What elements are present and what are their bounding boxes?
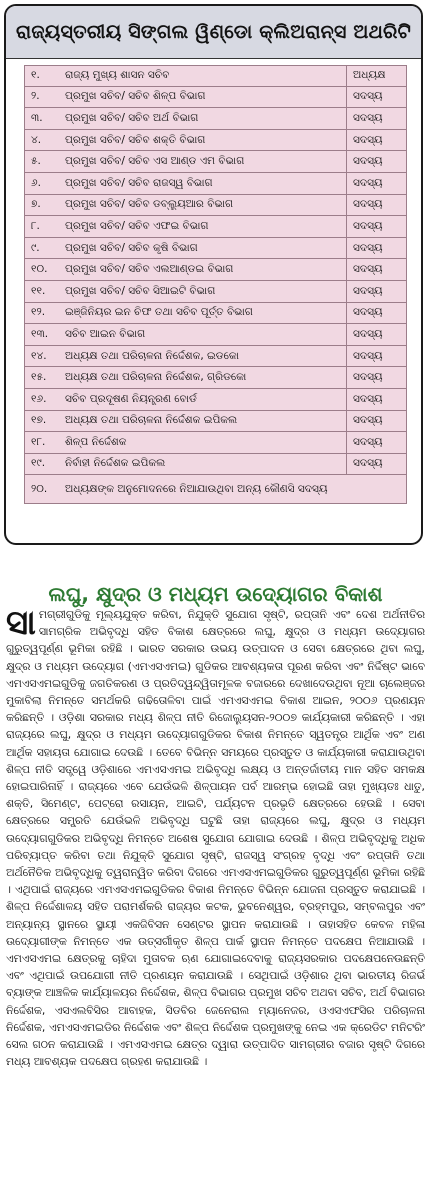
member-number: ୧୦. (31, 263, 48, 276)
member-designation: ପ୍ରମୁଖ ସଚିବ/ ସଚିବ ରାଜସ୍ୱ ବିଭାଗ (65, 176, 213, 189)
member-role: ସଦସ୍ୟ (346, 346, 406, 367)
member-designation: ପ୍ରମୁଖ ସଚିବ/ ସଚିବ ଅର୍ଥ ବିଭାଗ (65, 111, 199, 124)
member-role: ସଦସ୍ୟ (346, 130, 406, 151)
member-number: ୭. (31, 198, 41, 211)
member-role: ସଦସ୍ୟ (346, 324, 406, 345)
member-role: ସଦସ୍ୟ (346, 238, 406, 259)
member-number: ୧୫. (31, 371, 47, 384)
member-role: ସଦସ୍ୟ (346, 195, 406, 216)
member-role: ସଦସ୍ୟ (346, 87, 406, 108)
committee-member-row (24, 130, 407, 152)
member-number: ୧୩. (31, 327, 49, 340)
member-designation: ପ୍ରମୁଖ ସଚିବ/ ସଚିବ ଏଲଆଣ୍ଡଇ ବିଭାଗ (65, 263, 234, 276)
member-number: ୧୨. (31, 306, 46, 319)
member-designation: ଅଧ୍ୟକ୍ଷ ତଥା ପରିଚାଳନା ନିର୍ଦ୍ଦେଶକ, ଇଡକୋ (65, 349, 239, 362)
committee-member-row (24, 259, 407, 281)
member-designation: ରାଜ୍ୟ ମୁଖ୍ୟ ଶାସନ ସଚିବ (65, 69, 170, 82)
member-number: ୧୯. (31, 457, 46, 470)
committee-member-row (24, 346, 407, 368)
member-designation: ସଚିବ ଆଇନ ବିଭାଗ (65, 327, 146, 340)
member-role: ସଦସ୍ୟ (346, 411, 406, 432)
committee-member-row (24, 281, 407, 303)
member-role: ସଦସ୍ୟ (346, 303, 406, 324)
article-text: ମଗ୍ରୀଗୁଡିକୁ ମୂଲ୍ୟଯୁକ୍ତ କରିବା, ନିଯୁକ୍ତି ସୁଯୋଗ ସୃଷ୍ଟି, ରପ୍ତାନି ଏବଂ ଦେଶ ଅର୍ଥନୀତିର ସାମଗ୍ରିକ ଅଭିବୃଦ୍ଧି ସହିତ ବିକାଶ କ୍ଷେତ୍ରରେ ଲଘୁ, କ୍ଷୁଦ୍ର ଓ ମଧ୍ୟମ ଉଦ୍ୟୋଗର ଗୁରୁତ୍ୱପୂର୍ଣ୍ଣ ଭୂମିକା ରହିଛି । ଭାରତ ସରକାର ଉଭୟ ଉତ୍ପାଦନ ଓ ସେବା କ୍ଷେତ୍ରରେ ଥିବା ଲଘୁ, କ୍ଷୁଦ୍ର ଓ ମଧ୍ୟମ ଉଦ୍ୟୋଗ (ଏମଏସଏମଇ) ଗୁଡିକର ଆବଶ୍ୟକତା ପୂରଣ କରିବା ଏବଂ ନିର୍ଦ୍ଦିଷ୍ଟ ଭାବେ ଏମଏସଏମଇଗୁଡିକୁ ଜଗତିକରଣ ଓ ପ୍ରତିଦ୍ୱନ୍ଦ୍ୱିତାମୂଳକ ବଜାରରେ ଦେଖାଦେଉଥିବା ନୂଆ ଚାଲେଞ୍ଜର ମୁକାବିଲା ନିମନ୍ତେ ସମର୍ଥକରି ଗଢିତୋଳିବା ପାଇଁ ଏମଏସଏମଇ ବିକାଶ ଆଇନ, ୨୦୦୬ ପ୍ରଣୟନ କରିଛନ୍ତି । ଓଡ଼ିଶା ସରକାର ମଧ୍ୟ ଶିଳ୍ପ ନୀତି ରିଜୋଲ୍ୟୁସନ-୨୦୦୭ କାର୍ଯ୍ୟକାରୀ କରିଛନ୍ତି । ଏହା ରାଜ୍ୟରେ ଲଘୁ, କ୍ଷୁଦ୍ର ଓ ମଧ୍ୟମ ଉଦ୍ୟୋଗଗୁଡିକର ବିକାଶ ନିମନ୍ତେ ସ୍ୱତନ୍ତ୍ର ଆର୍ଥିକ ଏବଂ ଅଣ ଆର୍ଥିକ ସହାୟତା ଯୋଗାଇ ଦେଉଛି । ତେବେ ବିଭିନ୍ନ ସମୟରେ ପ୍ରସ୍ତୁତ ଓ କାର୍ଯ୍ୟକାରୀ କରାଯାଉଥିବା ଶିଳ୍ପ ନୀତି ସତ୍ତ୍ୱେ ଓଡ଼ିଶାରେ ଏମଏସଏମଇ ଅଭିବୃଦ୍ଧି ଲକ୍ଷ୍ୟ ଓ ଅନ୍ତର୍ଜାତୀୟ ମାନ ସହିତ ସମକକ୍ଷ ହୋଇପାରିନାହିଁ । ରାଜ୍ୟରେ ଏବେ ଯେଉଁଭଳି ଶିଳ୍ପାୟନ ପର୍ବ ଆରମ୍ଭ ହୋଇଛି ତାହା ମୁଖ୍ୟତଃ ଧାତୁ, ଶକ୍ତି, ସିମେଣ୍ଟ, ପେଟ୍ରୋ ରସାୟନ, ଆଇଟି, ପର୍ଯ୍ୟଟନ ପ୍ରଭୃତି କ୍ଷେତ୍ରରେ ହେଉଛି । ସେବା କ୍ଷେତ୍ରରେ ସମ୍ପ୍ରତି ଯେଉଁଭଳି ଅଭିବୃଦ୍ଧି ଘଟୁଛି ତାହା ରାଜ୍ୟରେ ଲଘୁ, କ୍ଷୁଦ୍ର ଓ ମଧ୍ୟମ ଉଦ୍ୟୋଗଗୁଡିକର ଅଭିବୃଦ୍ଧି ନିମନ୍ତେ ଅଶେଷ ସୁଯୋଗ ଯୋଗାଇ ଦେଉଛି । ଶିଳ୍ପ ଅଭିବୃଦ୍ଧିକୁ ଅଧିକ ପରିବ୍ୟାପ୍ତ କରିବା ତଥା ନିଯୁକ୍ତି ସୁଯୋଗ ସୃଷ୍ଟି, ରାଜସ୍ୱ ସଂଗ୍ରହ ବୃଦ୍ଧି ଏବଂ ରପ୍ତାନି ତଥା ଅର୍ଥନୈତିକ ଅଭିବୃଦ୍ଧିକୁ ତ୍ୱରାନ୍ୱିତ କରିବା ଦିଗରେ ଏମଏସଏମଇଗୁଡିକର ଗୁରୁତ୍ୱପୂର୍ଣ୍ଣ ଭୂମିକା ରହିଛି । ଏଥିପାଇଁ ରାଜ୍ୟରେ ଏମଏସଏମଇଗୁଡିକର ବିକାଶ ନିମନ୍ତେ ବିଭିନ୍ନ ଯୋଜନା ପ୍ରସ୍ତୁତ କରାଯାଇଛି । ଶିଳ୍ପ ନିର୍ଦ୍ଦେଶାଳୟ ସହିତ ପରାମର୍ଶକରି ରାଜ୍ୟର କଟକ, ଭୁବନେଶ୍ୱର, ବ୍ରହ୍ମପୁର, ସମ୍ବଲପୁର ଏବଂ ଅନ୍ୟାନ୍ୟ ସ୍ଥାନରେ ସ୍ଥାୟୀ ଏକଜିବିସନ ସେଣ୍ଟର ସ୍ଥାପନ କରାଯାଉଛି । ତାହାସହିତ କେବଳ ମହିଳା ଉଦ୍ୟୋଗୀଙ୍କ ନିମନ୍ତେ ଏକ ଉତ୍ସର୍ଗୀକୃତ ଶିଳ୍ପ ପାର୍କ ସ୍ଥାପନ ନିମନ୍ତେ ପଦକ୍ଷେପ ନିଆଯାଉଛି । ଏମଏସଏମଇ କ୍ଷେତ୍ରକୁ ଚାହିଦା ମୁତାବକ ଋଣ ଯୋଗାଇଦେବାକୁ ରାଜ୍ୟସରକାର ପଦକ୍ଷେପନେଉଛନ୍ତି ଏବଂ ଏଥିପାଇଁ ଉପଯୋଗୀ ନୀତି ପ୍ରଣୟନ କରାଯାଉଛି । ସେଥିପାଇଁ ଓଡ଼ିଶାର ଥିବା ଭାରତୀୟ ରିଜର୍ଭ ବ୍ୟାଙ୍କ ଆଞ୍ଚଳିକ କାର୍ଯ୍ୟାଳୟର ନିର୍ଦ୍ଦେଶକ, ଶିଳ୍ପ ବିଭାଗର ପ୍ରମୁଖ ସଚିବ ଅଥବା ସଚିବ, ଅର୍ଥ ବିଭାଗର ନିର୍ଦ୍ଦେଶକ, ଏସଏଲବିସିର ଆବାହକ, ସିଡବିର ଜେନେରାଲ ମ୍ୟାନେଜର, ଓଏସଏଫସିର ପରିଚାଳନା ନିର୍ଦ୍ଦେଶକ, ଏମଏସଏମଇଡିର ନିର୍ଦ୍ଦେଶକ ଏବଂ ଶିଳ୍ପ ନିର୍ଦ୍ଦେଶକ ପ୍ରମୁଖଙ୍କୁ ନେଇ ଏକ କ୍ରେଡିଟ ମନିଟରିଂ ସେଲ ଗଠନ କରାଯାଉଛି । ଏମଏସଏମଇ କ୍ଷେତ୍ର ଦ୍ୱାରା ଉତ୍ପାଦିତ ସାମଗ୍ରୀର ବଜାର ସୃଷ୍ଟି ଦିଗରେ ମଧ୍ୟ ଆବଶ୍ୟକ ପଦକ୍ଷେପ ଗ୍ରହଣ କରାଯାଉଛି । (6, 608, 425, 1069)
member-number: ୨୦. (31, 482, 48, 495)
member-designation: ଶିଳ୍ପ ନିର୍ଦ୍ଦେଶକ (65, 435, 127, 448)
committee-member-row (24, 151, 407, 173)
committee-member-row (24, 216, 407, 238)
member-number: ୧. (31, 69, 40, 82)
member-designation: ପ୍ରମୁଖ ସଚିବ/ ସଚିବ ଶିଳ୍ପ ବିଭାଗ (65, 90, 206, 103)
committee-member-row (24, 173, 407, 195)
member-number: ୮. (31, 219, 40, 232)
member-designation: ପ୍ରମୁଖ ସଚିବ/ ସଚିବ ଡବ୍ଲ୍ୟୁଆର ବିଭାଗ (65, 198, 234, 211)
member-designation: ପ୍ରମୁଖ ସଚିବ/ ସଚିବ ଏସ ଆଣ୍ଡ ଏମ ବିଭାଗ (65, 155, 245, 168)
member-number: ୧୧. (31, 284, 46, 297)
committee-member-row (24, 195, 407, 217)
member-designation: ଅଧ୍ୟକ୍ଷ ତଥା ପରିଚାଳନା ନିର୍ଦ୍ଦେଶକ ଇପିକଲ (65, 414, 238, 427)
member-role: ସଦସ୍ୟ (346, 151, 406, 172)
member-role: ସଦସ୍ୟ (346, 259, 406, 280)
member-role: ସଦସ୍ୟ (346, 454, 406, 475)
member-number: ୫. (31, 155, 41, 168)
committee-member-row (24, 303, 407, 325)
committee-member-row (24, 454, 407, 476)
member-number: ୯. (31, 241, 40, 254)
member-role: ସଦସ୍ୟ (346, 108, 406, 129)
committee-member-row (24, 324, 407, 346)
committee-member-row (24, 238, 407, 260)
member-number: ୩. (31, 111, 43, 124)
committee-member-row (24, 432, 407, 454)
committee-box (4, 4, 423, 545)
member-role: ସଦସ୍ୟ (346, 367, 406, 388)
member-number: ୪. (31, 133, 42, 146)
committee-member-list (24, 65, 407, 504)
committee-member-row (24, 108, 407, 130)
member-designation: ପ୍ରମୁଖ ସଚିବ/ ସଚିବ ସିଆଇଟି ବିଭାଗ (65, 284, 216, 297)
member-designation: ଅଧ୍ୟକ୍ଷ ତଥା ପରିଚାଳନା ନିର୍ଦ୍ଦେଶକ, ଗ୍ରିଡକୋ (65, 371, 247, 384)
member-number: ୧୬. (31, 392, 47, 405)
member-role: ସଦସ୍ୟ (346, 281, 406, 302)
member-designation: ନିର୍ବାହୀ ନିର୍ଦ୍ଦେଶକ ଇପିକଲ (65, 457, 166, 470)
member-designation: ପ୍ରମୁଖ ସଚିବ/ ସଚିବ ଶକ୍ତି ବିଭାଗ (65, 133, 206, 146)
member-designation: ପ୍ରମୁଖ ସଚିବ/ ସଚିବ କୃଷି ବିଭାଗ (65, 241, 198, 254)
member-number: ୬. (31, 176, 41, 189)
committee-member-row (24, 389, 407, 411)
member-role: ସଦସ୍ୟ (346, 389, 406, 410)
member-designation: ଅଧ୍ୟକ୍ଷଙ୍କ ଅନୁମୋଦନରେ ନିଆଯାଉଥିବା ଅନ୍ୟ କୌଣସି ସଦସ୍ୟ (65, 482, 328, 495)
committee-member-row (24, 411, 407, 433)
member-role: ଅଧ୍ୟକ୍ଷ (346, 66, 406, 86)
committee-member-row (24, 65, 407, 87)
article-headline: ଲଘୁ, କ୍ଷୁଦ୍ର ଓ ମଧ୍ୟମ ଉଦ୍ୟୋଗର ବିକାଶ (48, 582, 383, 607)
member-number: ୨. (31, 90, 40, 103)
committee-member-row (24, 475, 407, 504)
article-body (6, 606, 425, 1194)
committee-title: ରାଜ୍ୟସ୍ତରୀୟ ସିଙ୍ଗଲ ୱିଣ୍ଡୋ କ୍ଲିଅରାନ୍ସ ଅଥରିଟି (6, 6, 421, 59)
member-number: ୧୮. (31, 435, 46, 448)
member-role: ସଦସ୍ୟ (346, 173, 406, 194)
member-number: ୧୪. (31, 349, 47, 362)
committee-member-row (24, 367, 407, 389)
member-designation: ପ୍ରମୁଖ ସଚିବ/ ସଚିବ ଏଫଇ ବିଭାଗ (65, 219, 209, 232)
member-number: ୧୭. (31, 414, 47, 427)
member-designation: ସଚିବ ପ୍ରଦୂଷଣ ନିୟନ୍ତ୍ରଣ ବୋର୍ଡ (65, 392, 197, 405)
committee-member-row (24, 87, 407, 109)
member-role: ସଦସ୍ୟ (346, 432, 406, 453)
drop-cap: ସା (6, 606, 36, 643)
member-designation: ଇଞ୍ଜିନିୟର ଇନ ଚିଫ ତଥା ସଚିବ ପୂର୍ତ୍ତ ବିଭାଗ (65, 306, 253, 319)
member-role: ସଦସ୍ୟ (346, 216, 406, 237)
